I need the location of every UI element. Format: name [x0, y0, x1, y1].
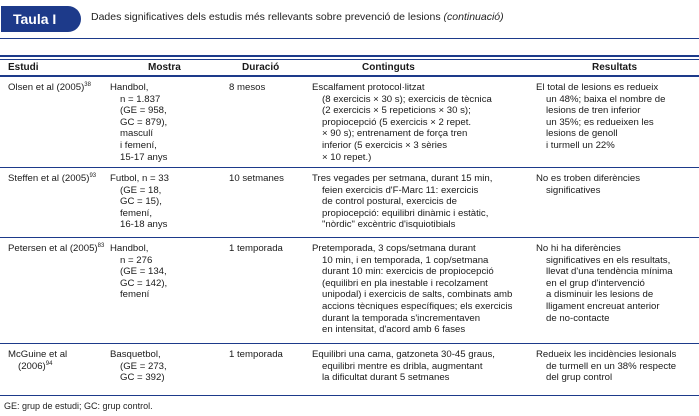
results-line: de no-contacte [546, 312, 610, 324]
table-header-bar [0, 0, 699, 40]
content-line: accions tècniques específiques; els exercicis [322, 300, 513, 312]
content-line: Escalfament protocol·litzat [312, 82, 425, 93]
results-line: lesions de tren inferior [546, 105, 641, 117]
content-line: la dificultat durant 5 setmanes [322, 372, 450, 384]
row4-duration: 1 temporada [229, 349, 283, 360]
row4-content [312, 349, 495, 384]
sample-line: GC = 392) [120, 372, 165, 384]
sample-line: GC = 142), [120, 277, 168, 289]
caption-italic: (continuació) [443, 11, 504, 23]
study-ref: 83 [97, 242, 105, 249]
row2-study [8, 173, 96, 185]
row1-sample [110, 82, 167, 163]
sample-line: 16-18 anys [120, 219, 168, 231]
col-header-study: Estudi [8, 62, 39, 73]
col-header-content: Continguts [362, 62, 415, 73]
content-line: Equilibri una cama, gatzoneta 30-45 graus, [312, 349, 495, 360]
rule-top [0, 38, 699, 39]
table-badge: Taula I [1, 6, 81, 32]
results-line: llevat d'una tendència mínima [546, 266, 673, 278]
row4-study [8, 349, 67, 372]
sample-line: GC = 879), [120, 116, 168, 128]
content-line: feien exercicis d'F-Marc 11: exercicis [322, 184, 479, 196]
sample-line: 15-17 anys [120, 151, 168, 163]
content-line: de control postural, exercicis de [322, 196, 457, 208]
sample-line: femení [120, 289, 150, 301]
sample-line: n = 1.837 [120, 93, 161, 105]
content-line: "nòrdic" excèntric d'isquiotibials [322, 219, 456, 231]
results-line: del grup control [546, 372, 613, 384]
content-line: propiocepció (5 exercicis × 2 repet. [322, 116, 472, 128]
row3-results [536, 243, 673, 324]
sample-line: i femení, [120, 139, 157, 151]
content-line: Pretemporada, 3 cops/setmana durant [312, 243, 476, 254]
row1-duration: 8 mesos [229, 82, 266, 93]
study-ref: 38 [84, 81, 91, 88]
sample-line: (GE = 273, [120, 360, 167, 372]
row3-study [8, 243, 104, 255]
sample-line: n = 276 [120, 254, 153, 266]
row1-results [536, 82, 665, 152]
row2-content [312, 173, 492, 231]
content-line: inferior (5 exercicis × 3 sèries [322, 139, 448, 151]
content-line: (8 exercicis × 30 s); exercicis de tècnica [322, 93, 492, 105]
results-line: a disminuir les lesions de [546, 289, 654, 301]
row2-results [536, 173, 640, 196]
content-line: durant 10 min: exercicis de propiocepció [322, 266, 494, 278]
row3-sample [110, 243, 167, 301]
row4-results [536, 349, 676, 384]
results-line: i turmell un 22% [546, 139, 615, 151]
sample-line: Handbol, [110, 243, 149, 254]
results-line: Redueix les incidències lesionals [536, 349, 677, 360]
col-header-sample: Mostra [148, 62, 181, 73]
results-line: lligament encreuat anterior [546, 300, 660, 312]
content-line: unipodal) i exercicis de salts, combinats amb [322, 289, 513, 301]
results-line: No es troben diferències [536, 173, 640, 184]
results-line: un 35%; es redueixen les [546, 116, 654, 128]
col-header-results: Resultats [592, 62, 638, 73]
col-header-duration: Duració [242, 62, 280, 73]
content-line: × 10 repet.) [322, 151, 372, 163]
row2-duration: 10 setmanes [229, 173, 284, 184]
results-line: significatives en els resultats, [546, 254, 671, 266]
results-line: El total de lesions es redueix [536, 82, 659, 93]
rule-head-top [0, 55, 699, 57]
table-footnote: GE: grup de estudi; GC: grup control. [4, 401, 153, 411]
study-name: Steffen et al (2005) [8, 173, 90, 184]
row1-study [8, 82, 91, 94]
sample-line: (GE = 18, [120, 184, 162, 196]
sample-line: GC = 15), [120, 196, 162, 208]
sample-line: femení, [120, 207, 152, 219]
row3-duration: 1 temporada [229, 243, 283, 254]
content-line: (equilibri en pla inestable i recolzament [322, 277, 488, 289]
results-line: lesions de genoll [546, 128, 618, 140]
study-ref: 93 [89, 172, 97, 179]
row2-sample [110, 173, 169, 231]
row1-content [312, 82, 492, 163]
row-separator [0, 343, 699, 344]
content-line: 10 min, i en temporada, 1 cop/setmana [322, 254, 489, 266]
row-separator [0, 167, 699, 168]
sample-line: Handbol, [110, 82, 149, 93]
content-line: durant la temporada s'incrementaven [322, 312, 481, 324]
row-separator [0, 237, 699, 238]
content-line: (2 exercicis × 5 repeticions × 30 s); [322, 105, 471, 117]
content-line: Tres vegades per setmana, durant 15 min, [312, 173, 493, 184]
study-name: Olsen et al (2005) [8, 82, 85, 93]
table-caption [91, 11, 504, 23]
results-line: significatives [546, 184, 601, 196]
content-line: en intensitat, d'acord amb 6 fases [322, 324, 466, 336]
content-line: propiocepció: equilibri dinàmic i estàtic, [322, 207, 489, 219]
caption-text: Dades significatives dels estudis més rellevants sobre prevenció de lesions [91, 11, 441, 23]
study-name: Petersen et al (2005) [8, 243, 98, 254]
sample-line: Futbol, n = 33 [110, 173, 169, 184]
content-line: equilibri mentre es dribla, augmentant [322, 360, 483, 372]
rule-table-end [0, 395, 699, 396]
study-ref: 94 [45, 360, 53, 367]
results-line: No hi ha diferències [536, 243, 621, 254]
row4-sample [110, 349, 167, 384]
sample-line: Basquetbol, [110, 349, 161, 360]
sample-line: (GE = 134, [120, 266, 167, 278]
content-line: × 90 s); entrenament de força tren [322, 128, 468, 140]
sample-line: masculí [120, 128, 154, 140]
results-line: en el grup d'intervenció [546, 277, 645, 289]
sample-line: (GE = 958, [120, 105, 167, 117]
results-line: de turmell en un 38% respecte [546, 360, 677, 372]
results-line: un 48%; baixa el nombre de [546, 93, 666, 105]
study-name: (2006) [18, 360, 46, 372]
row3-content [312, 243, 512, 336]
rule-head-bottom [0, 75, 699, 77]
study-name: McGuine et al [8, 349, 68, 360]
